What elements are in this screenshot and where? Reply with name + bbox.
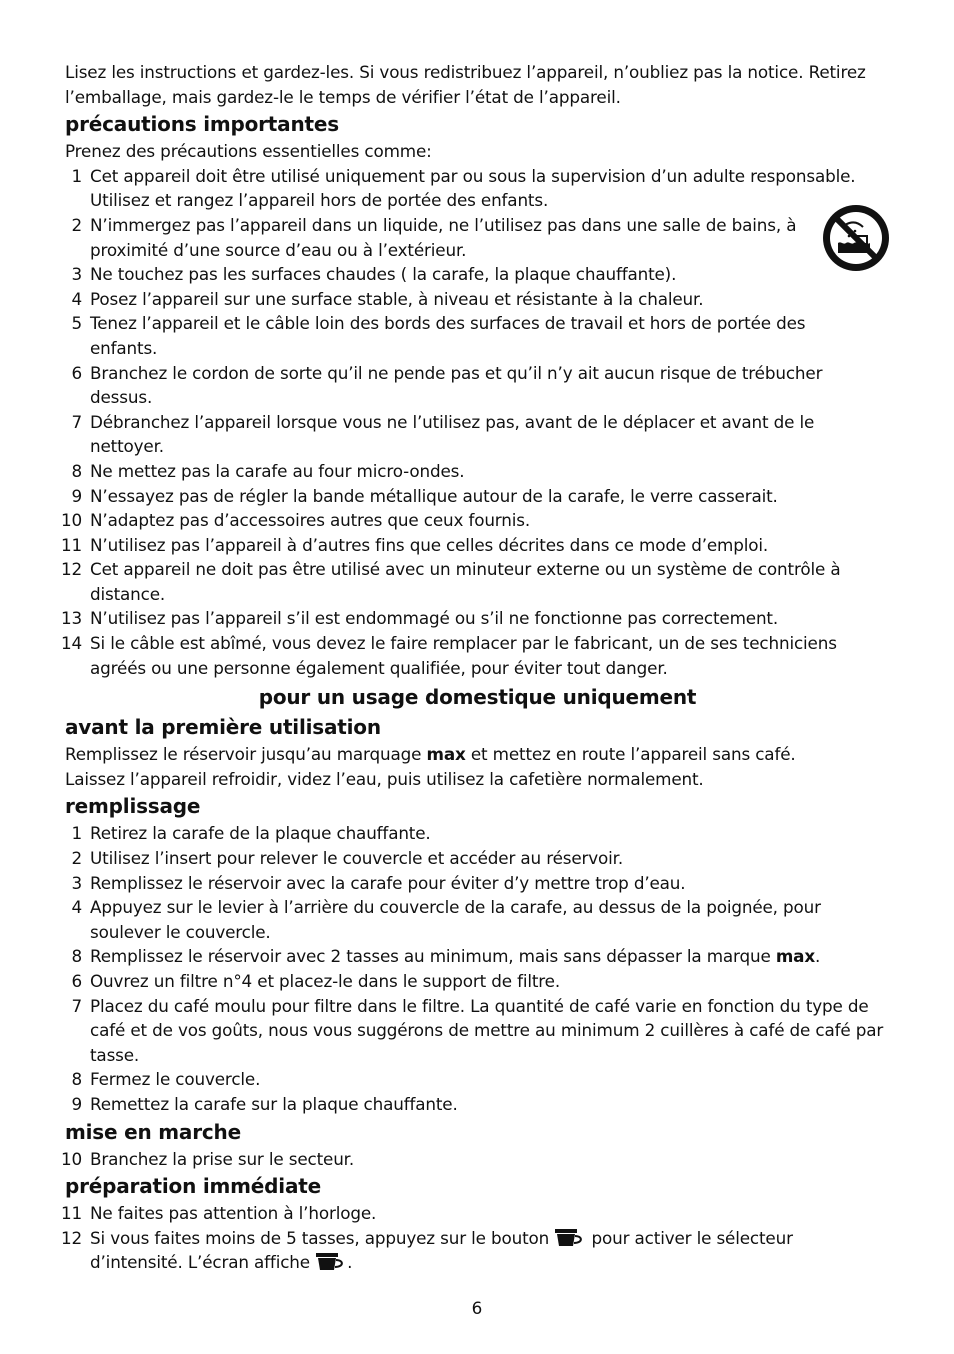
item-number: 13 — [60, 608, 82, 629]
item-text: Ne faites pas attention à l’horloge. — [90, 1203, 377, 1224]
list-item — [65, 164, 890, 213]
intro-paragraph: Lisez les instructions et gardez-les. Si vous redistribuez l’appareil, n’oubliez pas la notice. Retirez l’emballage, mais gardez-le le temps de vérifier l’état de l’appareil. — [65, 62, 866, 107]
page-number: 6 — [471, 1298, 483, 1318]
coffee-strength-cup-icon — [554, 1228, 586, 1248]
list-item — [60, 1147, 890, 1172]
item-text: Cet appareil ne doit pas être utilisé avec un minuteur externe ou un système de contrôle à distance. — [90, 559, 841, 604]
item-number: 14 — [60, 633, 82, 654]
list-item — [65, 895, 890, 944]
item-text: Branchez le cordon de sorte qu’il ne pende pas et qu’il n’y ait aucun risque de trébucher dessus. — [90, 362, 823, 408]
list-item — [65, 821, 890, 846]
max-marking: max — [426, 744, 466, 765]
item-number: 6 — [71, 362, 82, 383]
item-number: 3 — [71, 264, 82, 285]
item-text: Placez du café moulu pour filtre dans le filtre. La quantité de café varie en fonction du type de café et de vos goûts, nous vous suggérons de mettre au minimum 2 cuillères à café de café par tasse. — [90, 995, 884, 1065]
item-text: Débranchez l’appareil lorsque vous ne l’utilisez pas, avant de le déplacer et avant de le nettoyer. — [90, 411, 815, 457]
item-number: 4 — [71, 897, 82, 918]
item-number: 9 — [71, 485, 82, 506]
list-item — [65, 1092, 890, 1117]
item-number: 11 — [60, 534, 82, 555]
item-text: N’adaptez pas d’accessoires autres que ceux fournis. — [90, 510, 531, 531]
precautions-list — [60, 164, 890, 680]
first-use-line-2: Laissez l’appareil refroidir, videz l’eau, puis utilisez la cafetière normalement. — [65, 768, 704, 789]
list-item — [65, 262, 890, 287]
precautions-lead: Prenez des précautions essentielles comme: — [65, 141, 432, 162]
item-text: N’immergez pas l’appareil dans un liquide, ne l’utilisez pas dans une salle de bains, à proximité d’une source d’eau ou à l’extérieur. — [90, 214, 797, 260]
document-body — [60, 60, 890, 1275]
list-item — [65, 361, 890, 410]
item-text-part: . — [347, 1252, 353, 1273]
item-text: Cet appareil doit être utilisé uniquement par ou sous la supervision d’un adulte responsable. Utilisez et rangez l’appareil hors de portée des enfants. — [90, 165, 856, 211]
item-text: N’essayez pas de régler la bande métallique autour de la carafe, le verre casserait. — [90, 485, 778, 506]
start-heading: mise en marche — [65, 1119, 241, 1144]
item-number: 7 — [71, 411, 82, 432]
list-item — [65, 969, 890, 994]
item-number: 1 — [71, 823, 82, 844]
item-text: Appuyez sur le levier à l’arrière du couvercle de la carafe, au dessus de la poignée, pour soulever le couvercle. — [90, 897, 821, 942]
list-item — [65, 459, 890, 484]
first-use-text: et mettez en route l’appareil sans café. — [465, 744, 796, 765]
item-text: Ne mettez pas la carafe au four micro-ondes. — [90, 460, 465, 481]
item-text — [90, 1228, 793, 1273]
item-number: 8 — [71, 460, 82, 481]
list-item — [65, 994, 890, 1068]
list-item — [65, 846, 890, 871]
item-text: Posez l’appareil sur une surface stable, à niveau et résistante à la chaleur. — [90, 288, 704, 309]
domestic-use-notice: pour un usage domestique uniquement — [258, 685, 697, 710]
item-number: 1 — [71, 165, 82, 186]
item-text-part: Si vous faites moins de 5 tasses, appuyez sur le bouton — [90, 1227, 555, 1248]
item-number: 7 — [71, 995, 82, 1016]
item-number: 2 — [71, 214, 82, 235]
immediate-list — [60, 1201, 890, 1275]
item-text: Utilisez l’insert pour relever le couvercle et accéder au réservoir. — [90, 848, 624, 869]
list-item — [60, 557, 890, 606]
item-number: 12 — [60, 1227, 82, 1248]
list-item — [60, 1226, 890, 1275]
list-item — [60, 508, 890, 533]
list-item — [65, 311, 890, 360]
item-number: 3 — [71, 872, 82, 893]
item-number: 2 — [71, 848, 82, 869]
item-text: Si le câble est abîmé, vous devez le faire remplacer par le fabricant, un de ses techniciens agréés ou une personne également qualifiée, pour éviter tout danger. — [90, 633, 837, 678]
item-text: Branchez la prise sur le secteur. — [90, 1148, 355, 1169]
item-number: 8 — [71, 946, 82, 967]
item-text: Ouvrez un filtre n°4 et placez-le dans le support de filtre. — [90, 971, 561, 991]
item-text: Remettez la carafe sur la plaque chauffante. — [90, 1093, 458, 1114]
start-list — [60, 1147, 890, 1172]
item-text: N’utilisez pas l’appareil à d’autres fins que celles décrites dans ce mode d’emploi. — [90, 534, 769, 555]
list-item — [60, 606, 890, 631]
item-number: 10 — [60, 510, 82, 531]
item-text: Remplissez le réservoir avec 2 tasses au minimum, mais sans dépasser la marque — [90, 946, 776, 967]
item-text-part: pour activer le sélecteur d’intensité. L’écran affiche — [90, 1227, 793, 1273]
item-text: Tenez l’appareil et le câble loin des bords des surfaces de travail et hors de portée des enfants. — [90, 313, 806, 358]
list-item — [65, 1067, 890, 1092]
item-number: 11 — [60, 1203, 82, 1224]
item-text: . — [815, 946, 821, 967]
item-text: Fermez le couvercle. — [90, 1069, 261, 1090]
precautions-heading: précautions importantes — [65, 112, 339, 137]
list-item — [60, 533, 890, 558]
list-item — [60, 631, 890, 680]
item-text: Remplissez le réservoir avec la carafe pour éviter d’y mettre trop d’eau. — [90, 872, 686, 893]
item-number: 9 — [71, 1093, 82, 1114]
list-item — [65, 944, 890, 969]
max-marking: max — [775, 946, 816, 967]
first-use-heading: avant la première utilisation — [65, 715, 381, 740]
list-item — [65, 484, 890, 509]
item-number: 12 — [60, 559, 82, 580]
item-text: Ne touchez pas les surfaces chaudes ( la carafe, la plaque chauffante). — [90, 264, 677, 285]
coffee-strength-cup-icon — [315, 1252, 347, 1272]
list-item — [65, 410, 890, 459]
first-use-line-1 — [65, 742, 890, 767]
item-text: N’utilisez pas l’appareil s’il est endommagé ou s’il ne fonctionne pas correctement. — [90, 608, 779, 629]
item-number: 4 — [71, 288, 82, 309]
item-number: 8 — [71, 1069, 82, 1090]
list-item — [65, 871, 890, 896]
list-item — [65, 287, 890, 312]
filling-heading: remplissage — [65, 794, 201, 819]
item-text: Retirez la carafe de la plaque chauffante. — [90, 823, 431, 844]
item-number: 10 — [60, 1148, 82, 1169]
first-use-text: Remplissez le réservoir jusqu’au marquage — [65, 744, 427, 765]
no-water-immersion-icon — [821, 203, 891, 273]
list-item — [65, 213, 890, 262]
item-number: 5 — [71, 313, 82, 334]
list-item — [60, 1201, 890, 1226]
item-number: 6 — [71, 971, 82, 991]
filling-list — [65, 821, 890, 1116]
immediate-heading: préparation immédiate — [65, 1174, 321, 1199]
